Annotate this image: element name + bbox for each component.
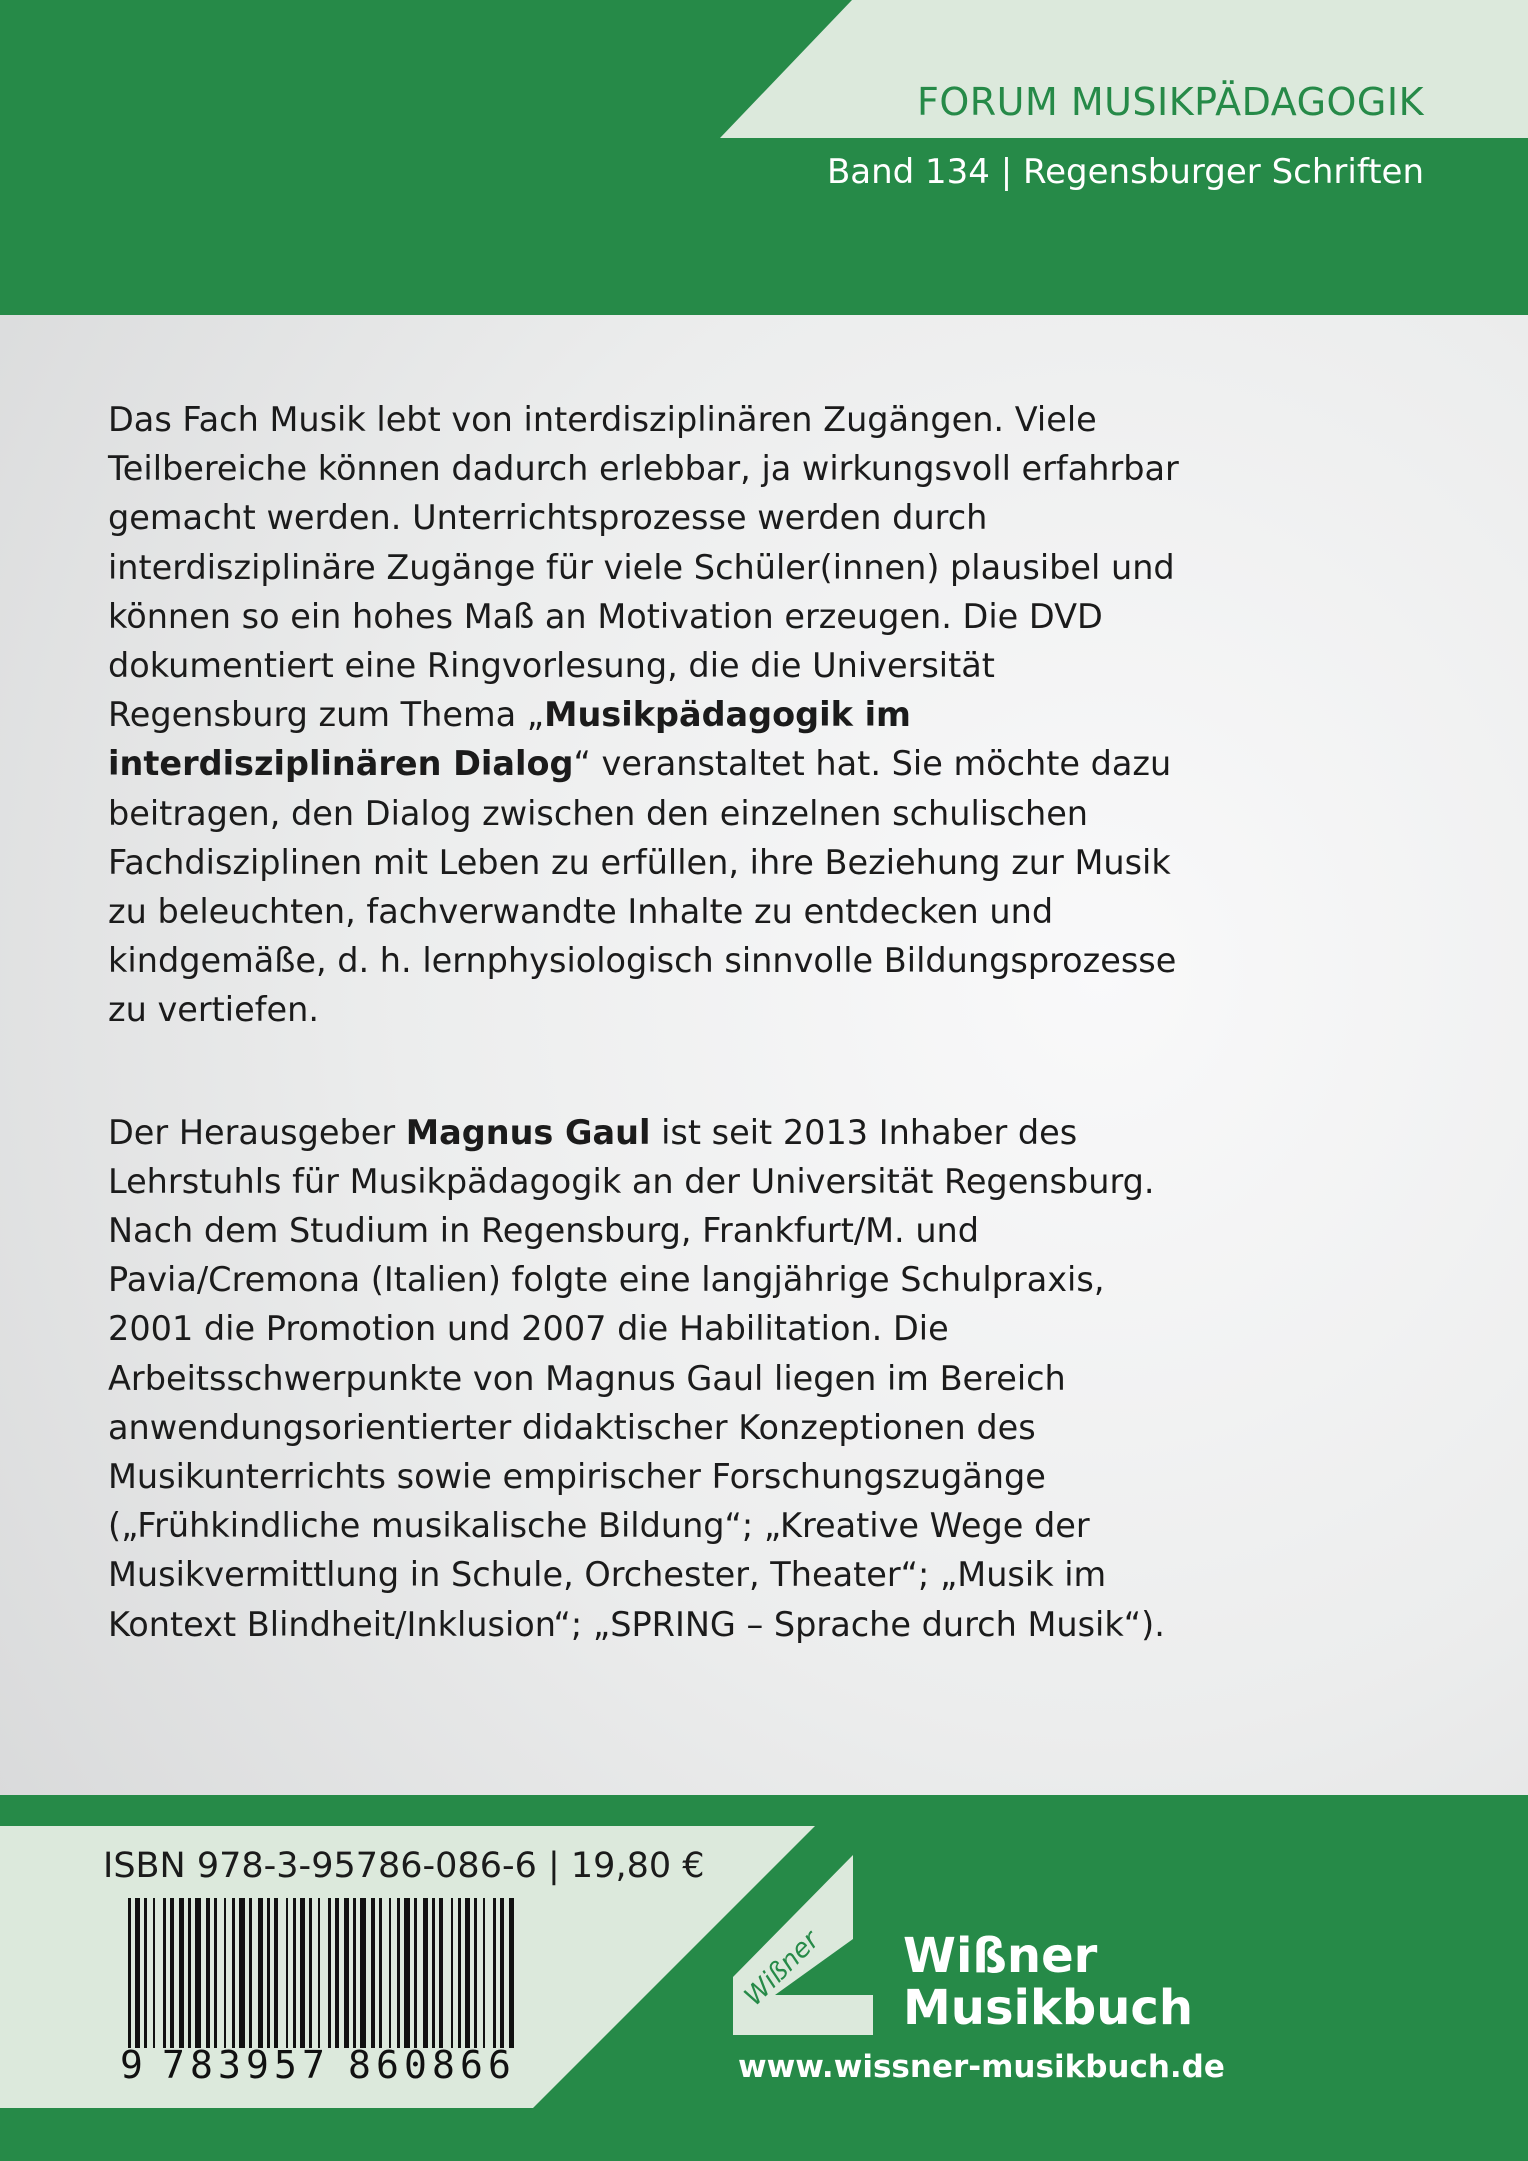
barcode-bar: [379, 1898, 382, 2048]
barcode-bar: [344, 1898, 349, 2048]
barcode-bar: [153, 1898, 155, 2048]
barcode-bars: [128, 1898, 514, 2048]
barcode-bar: [439, 1898, 443, 2048]
barcode-bar: [509, 1898, 514, 2048]
barcode-bar: [328, 1898, 331, 2048]
barcode-bar: [451, 1898, 453, 2048]
barcode-bar: [474, 1898, 477, 2048]
barcode-digit: 7: [302, 2043, 325, 2080]
publisher-website: www.wissner-musikbuch.de: [738, 2049, 1225, 2085]
barcode-bar: [432, 1898, 435, 2048]
isbn-price: ISBN 978-3-95786-086-6 | 19,80 €: [103, 1846, 705, 1886]
barcode-bar: [170, 1898, 174, 2048]
barcode-bar: [318, 1898, 320, 2048]
barcode-bar: [309, 1898, 312, 2048]
barcode-bar: [353, 1898, 356, 2048]
barcode-digit: 9: [120, 2043, 143, 2080]
barcode-bar: [179, 1898, 184, 2048]
barcode-bar: [224, 1898, 226, 2048]
barcode-digit: 7: [162, 2043, 185, 2080]
barcode-digit: 0: [404, 2043, 427, 2080]
editor-bio-paragraph: Der Herausgeber Magnus Gaul ist seit 2013 Inhaber des Lehrstuhls für Musikpädagogik an der Universität Regensburg. Nach dem Studium in Regensburg, Frankfurt/M. und Pavia/Cremona (Italien) folgte eine langjährige Schulpraxis, 2001 die Promotion und 2007 die Habilitation. Die Arbeitsschwerpunkte von Magnus Gaul liegen im Bereich anwendungsorientierter didaktischer Konzeptionen des Musikunterrichts sowie empirischer Forschungszugänge („Frühkindliche musikalische Bildung“; „Kreative Wege der Musikvermittlung in Schule, Orchester, Theater“; „Musik im Kontext Blindheit/Inklusion“; „SPRING – Sprache durch Musik“).: [108, 1112, 1165, 1644]
barcode-bar: [195, 1898, 201, 2048]
editor-name: Magnus Gaul: [405, 1112, 651, 1152]
barcode-digit: 6: [376, 2043, 399, 2080]
barcode-bar: [360, 1898, 366, 2048]
barcode-bar: [206, 1898, 210, 2048]
barcode: [120, 1898, 530, 2080]
barcode-bar: [214, 1898, 217, 2048]
barcode-bar: [232, 1898, 235, 2048]
barcode-bar: [483, 1898, 485, 2048]
publisher-name-line2: Musikbuch: [903, 1980, 1194, 2036]
barcode-bar: [135, 1898, 140, 2048]
barcode-bar: [414, 1898, 417, 2048]
barcode-bar: [239, 1898, 245, 2048]
blurb: [108, 395, 1198, 1722]
barcode-bar: [144, 1898, 147, 2048]
barcode-bar: [500, 1898, 504, 2048]
barcode-digit: 6: [488, 2043, 511, 2080]
barcode-bar: [423, 1898, 428, 2048]
barcode-bar: [371, 1898, 375, 2048]
barcode-digit: 8: [432, 2043, 455, 2080]
barcode-bar: [293, 1898, 296, 2048]
barcode-bar: [249, 1898, 252, 2048]
barcode-bar: [404, 1898, 410, 2048]
barcode-bar: [286, 1898, 288, 2048]
barcode-bar: [188, 1898, 191, 2048]
description-paragraph: Das Fach Musik lebt von interdisziplinären Zugängen. Viele Teilbereiche können dadurch erlebbar, ja wirkungsvoll erfahrbar gemacht werden. Unterrichtsprozesse werden durch interdisziplinäre Zugänge für viele Schüler(innen) plausibel und können so ein hohes Maß an Motivation erzeugen. Die DVD dokumentiert eine Ringvorlesung, die die Universität Regensburg zum Thema „Musikpädagogik im interdisziplinären Dialog“ veranstaltet hat. Sie möchte dazu beitragen, den Dialog zwischen den einzelnen schulischen Fachdisziplinen mit Leben zu erfüllen, ihre Beziehung zur Musik zu beleuchten, fachverwandte Inhalte zu entdecken und kindgemäße, d. h. lernphysiologisch sinnvolle Bildungsprozesse zu vertiefen.: [108, 400, 1179, 1030]
barcode-digit: 5: [274, 2043, 297, 2080]
series-title: FORUM MUSIKPÄDAGOGIK: [916, 80, 1424, 124]
barcode-digit: 8: [190, 2043, 213, 2080]
barcode-bar: [258, 1898, 263, 2048]
barcode-bar: [128, 1898, 131, 2048]
logo-mark-text: Wißner: [738, 1925, 826, 2012]
barcode-bar: [163, 1898, 166, 2048]
barcode-bar: [389, 1898, 391, 2048]
barcode-digit: 9: [246, 2043, 269, 2080]
publisher-name: [903, 1930, 1193, 2034]
barcode-bar: [274, 1898, 278, 2048]
barcode-bar: [458, 1898, 461, 2048]
barcode-bar: [335, 1898, 339, 2048]
barcode-digits: [120, 2043, 511, 2080]
barcode-digit: 3: [218, 2043, 241, 2080]
publisher-logo-mark: [733, 1855, 873, 2035]
dvd-title: Musikpädagogik im interdisziplinären Dialog: [108, 695, 911, 784]
publisher-name-line1: Wißner: [903, 1928, 1098, 1984]
barcode-bar: [267, 1898, 270, 2048]
barcode-bar: [493, 1898, 496, 2048]
barcode-digit: 8: [348, 2043, 371, 2080]
barcode-digit: 6: [460, 2043, 483, 2080]
series-subtitle: Band 134 | Regensburger Schriften: [826, 152, 1424, 192]
barcode-bar: [397, 1898, 400, 2048]
barcode-bar: [300, 1898, 305, 2048]
barcode-bar: [465, 1898, 470, 2048]
